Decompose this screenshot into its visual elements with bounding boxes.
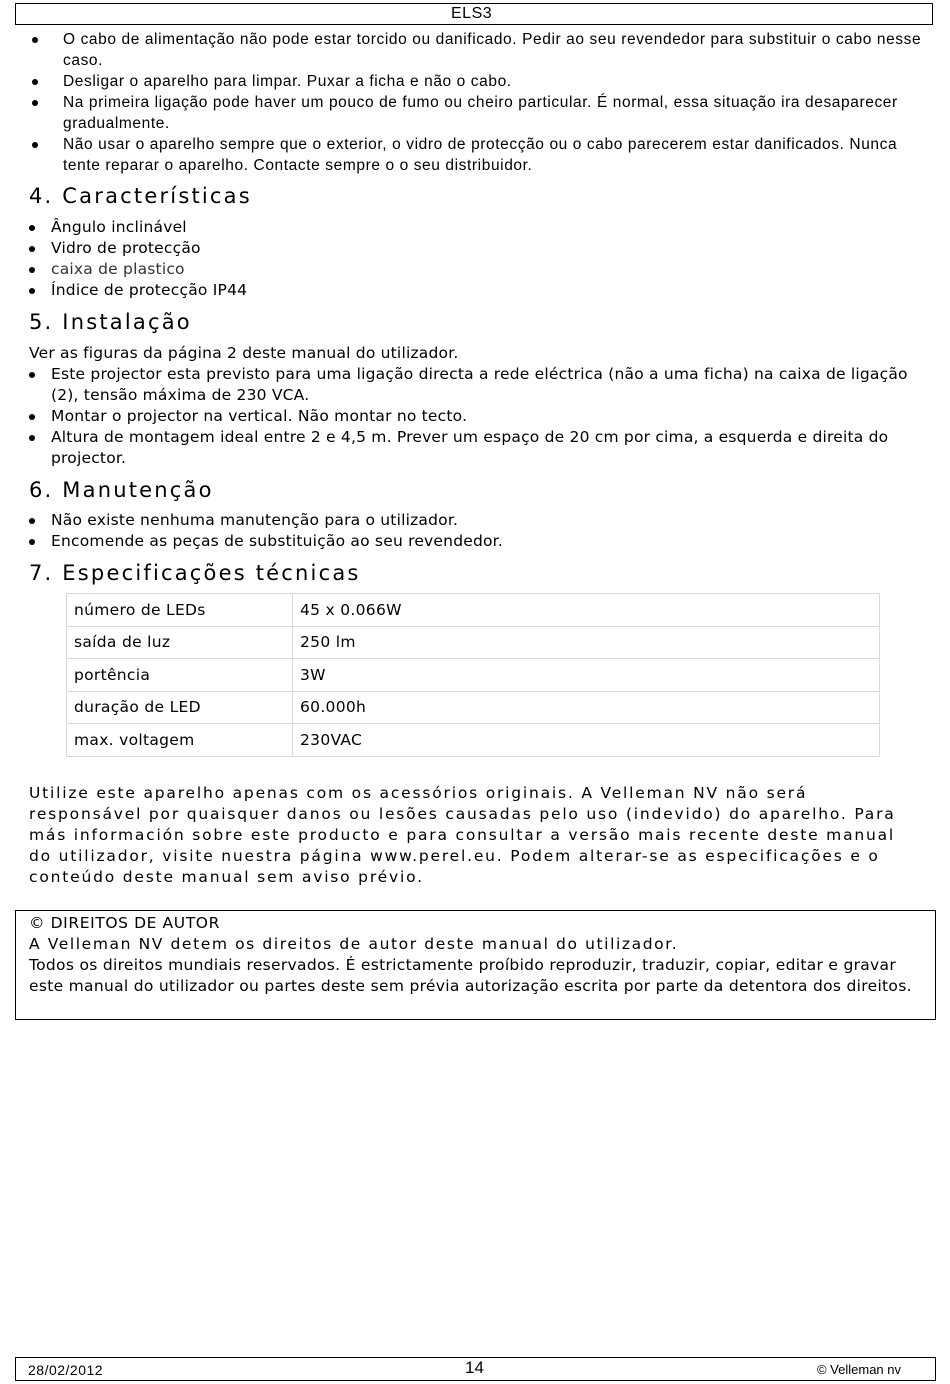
list-item: Altura de montagem ideal entre 2 e 4,5 m. Prever um espaço de 20 cm por cima, a esquerda e direita do projector. [29, 427, 929, 469]
safety-list [29, 29, 929, 176]
list-item: Desligar o aparelho para limpar. Puxar a ficha e não o cabo. [29, 71, 929, 92]
caracteristicas-section [29, 217, 929, 301]
section-heading-especificacoes: 7. Especificações técnicas [29, 561, 361, 585]
table-row [67, 724, 880, 757]
table-row [67, 594, 880, 627]
copyright-line: Todos os direitos mundiais reservados. É estrictamente proíbido reproduzir, traduzir, copiar, editar e gravar este manual do utilizador ou partes deste sem prévia autorização escrita por parte da detentora dos direitos. [29, 956, 912, 995]
list-item: Na primeira ligação pode haver um pouco de fumo ou cheiro particular. É normal, essa situação ira desaparecer gradualmente. [29, 92, 929, 134]
copyright-box [15, 910, 936, 1020]
list-item: Índice de protecção IP44 [29, 280, 929, 301]
list-item: Montar o projector na vertical. Não montar no tecto. [29, 406, 929, 427]
spec-value: 230VAC [293, 724, 880, 757]
spec-value: 3W [293, 659, 880, 692]
list-item: Ângulo inclinável [29, 217, 929, 238]
list-item: Este projector esta previsto para uma ligação directa a rede eléctrica (não a uma ficha) na caixa de ligação (2), tensão máxima de 230 VCA. [29, 364, 929, 406]
copyright-title: © DIREITOS DE AUTOR [29, 914, 220, 932]
spec-label: saída de luz [67, 626, 293, 659]
copyright-line: A Velleman NV detem os direitos de autor deste manual do utilizador. [29, 935, 679, 953]
spec-value: 45 x 0.066W [293, 594, 880, 627]
spec-label: max. voltagem [67, 724, 293, 757]
manutencao-section [29, 510, 929, 552]
disclaimer-paragraph: Utilize este aparelho apenas com os acessórios originais. A Velleman NV não será responsável por quaisquer danos ou lesões causadas pelo uso (indevido) do aparelho. Para más información sobre este producto e para consultar a versão mais recente deste manual do utilizador, visite nuestra página www.perel.eu. Podem alterar-se as especificações e o conteúdo deste manual sem aviso prévio. [29, 784, 896, 886]
spec-value: 250 lm [293, 626, 880, 659]
caracteristicas-list [29, 217, 929, 301]
instalacao-section [29, 343, 929, 469]
list-item: Não existe nenhuma manutenção para o utilizador. [29, 510, 929, 531]
specifications-table [66, 593, 880, 757]
spec-value: 60.000h [293, 691, 880, 724]
spec-label: portência [67, 659, 293, 692]
list-item: Não usar o aparelho sempre que o exterior, o vidro de protecção ou o cabo parecerem estar danificados. Nunca tente reparar o aparelho. Contacte sempre o o seu distribuidor. [29, 134, 929, 176]
list-item: Encomende as peças de substituição ao seu revendedor. [29, 531, 929, 552]
instalacao-list [29, 364, 929, 469]
spec-label: número de LEDs [67, 594, 293, 627]
table-row [67, 659, 880, 692]
list-item: Vidro de protecção [29, 238, 929, 259]
footer-copyright: © Velleman nv [816, 1362, 901, 1377]
list-item: O cabo de alimentação não pode estar torcido ou danificado. Pedir ao seu revendedor para substituir o cabo nesse caso. [29, 29, 929, 71]
section-heading-caracteristicas: 4. Características [29, 184, 252, 208]
manutencao-list [29, 510, 929, 552]
section-heading-instalacao: 5. Instalação [29, 310, 192, 334]
list-item: caixa de plastico [29, 259, 929, 280]
instalacao-intro: Ver as figuras da página 2 deste manual do utilizador. [29, 344, 459, 362]
spec-label: duração de LED [67, 691, 293, 724]
page-number: 14 [465, 1358, 484, 1377]
table-row [67, 691, 880, 724]
table-row [67, 626, 880, 659]
footer-box [15, 1357, 936, 1381]
footer-date: 28/02/2012 [28, 1362, 104, 1378]
section-heading-manutencao: 6. Manutenção [29, 478, 214, 502]
safety-section [29, 29, 929, 176]
document-code: ELS3 [451, 5, 493, 22]
